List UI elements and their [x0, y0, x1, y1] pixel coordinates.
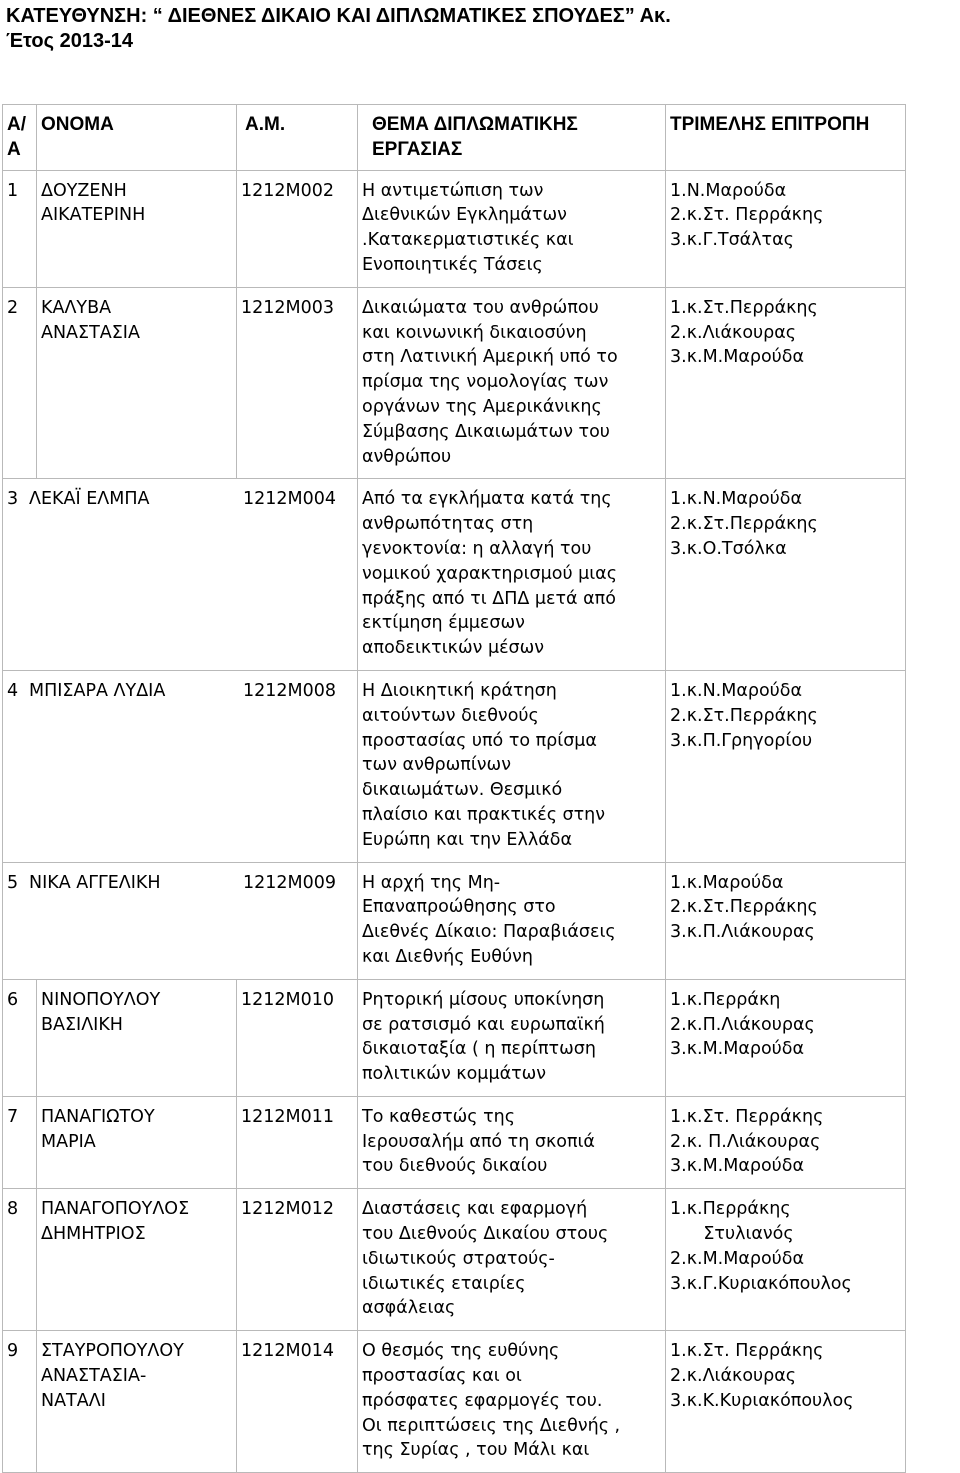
committee-members-line: 1.κ.Στ. Περράκης — [670, 1106, 824, 1127]
row-number: 1 — [3, 170, 37, 287]
student-name: ΝΙΚΑ ΑΓΓΕΛΙΚΗ — [29, 872, 161, 893]
thesis-topic-line: αποδεικτικών μέσων — [362, 638, 545, 659]
student-am: 1212Μ004 — [243, 489, 337, 510]
committee-members-line: 1.κ.Περράκης — [670, 1199, 791, 1220]
table-row — [3, 479, 906, 671]
committee-members-line: 3.κ.Μ.Μαρούδα — [670, 1039, 805, 1060]
thesis-topic-line: Από τα εγκλήματα κατά της — [362, 489, 612, 510]
page-title-line-2: Έτος 2013-14 — [6, 30, 134, 52]
thesis-topic-line: .Κατακερματιστικές και — [362, 230, 574, 251]
thesis-topic-line: Διεθνικών Εγκλημάτων — [362, 205, 567, 226]
thesis-topic-line: της Συρίας , του Μάλι και — [362, 1440, 590, 1461]
thesis-topic-line: Διεθνές Δίκαιο: Παραβιάσεις — [362, 922, 616, 943]
committee-members — [666, 1189, 906, 1331]
student-name-line: ΠΑΝΑΓΟΠΟΥΛΟΣ — [41, 1199, 190, 1220]
thesis-topic-line: Ευρώπη και την Ελλάδα — [362, 829, 572, 850]
row-number: 3 — [7, 489, 19, 510]
committee-members-line: 2.κ.Μ.Μαρούδα — [670, 1248, 805, 1269]
committee-members-line: 3.κ.Γ.Κυριακόπουλος — [670, 1273, 852, 1294]
thesis-topic-line: του Διεθνούς Δικαίου στους — [362, 1224, 609, 1245]
student-name-line: ΣΤΑΥΡΟΠΟΥΛΟΥ — [41, 1341, 184, 1362]
student-am: 1212Μ008 — [243, 680, 337, 701]
thesis-topic-line: ανθρωπότητας στη — [362, 514, 534, 535]
thesis-topic-line: πρόσφατες εφαρμογές του. — [362, 1390, 603, 1411]
committee-members-line: 2.κ.Στ. Περράκης — [670, 205, 824, 226]
thesis-topic-line: στη Λατινική Αμερική υπό το — [362, 347, 618, 368]
student-am: 1212Μ002 — [237, 170, 358, 287]
committee-members-line: 1.κ.Στ.Περράκης — [670, 297, 818, 318]
thesis-topic-line: προστασίας υπό το πρίσμα — [362, 730, 597, 751]
student-name-line: ΜΑΡΙΑ — [41, 1131, 96, 1152]
thesis-topic — [358, 479, 666, 671]
thesis-topic — [358, 1189, 666, 1331]
student-am: 1212Μ003 — [237, 287, 358, 479]
thesis-table — [2, 104, 906, 1473]
thesis-topic-line: Ο θεσμός της ευθύνης — [362, 1341, 560, 1362]
committee-members-line: 1.κ.Ν.Μαρούδα — [670, 680, 803, 701]
student-name: ΛΕΚΑΪ ΕΛΜΠΑ — [29, 489, 150, 510]
thesis-topic — [358, 287, 666, 479]
student-name-line: ΑΝΑΣΤΑΣΙΑ- — [41, 1366, 147, 1387]
student-name — [37, 1189, 237, 1331]
thesis-topic-line: πράξης από τι ΔΠΔ μετά από — [362, 588, 616, 609]
thesis-topic-line: Ρητορική μίσους υποκίνηση — [362, 989, 605, 1010]
student-name-line: ΒΑΣΙΛΙΚΗ — [41, 1014, 123, 1035]
thesis-topic-line: δικαιωμάτων. Θεσμικό — [362, 780, 563, 801]
thesis-topic-line: ασφάλειας — [362, 1298, 456, 1319]
table-row — [3, 170, 906, 287]
thesis-topic-line: σε ρατσισμό και ευρωπαϊκή — [362, 1014, 605, 1035]
committee-members-line: 3.κ.Γ.Τσάλτας — [670, 230, 794, 251]
table-row — [3, 1331, 906, 1473]
table-row — [3, 1189, 906, 1331]
committee-members — [666, 1331, 906, 1473]
thesis-topic — [358, 862, 666, 979]
thesis-topic — [358, 979, 666, 1096]
thesis-topic-line: ιδιωτικές εταιρίες — [362, 1273, 526, 1294]
table-row — [3, 979, 906, 1096]
thesis-topic-line: γενοκτονία: η αλλαγή του — [362, 538, 592, 559]
thesis-topic-line: Επαναπροώθησης στο — [362, 897, 556, 918]
thesis-topic-line: Η αρχή της Μη- — [362, 872, 501, 893]
thesis-topic-line: Σύμβασης Δικαιωμάτων του — [362, 421, 610, 442]
row-number: 7 — [3, 1096, 37, 1188]
committee-members-line: 1.κ.Μαρούδα — [670, 872, 784, 893]
thesis-topic-line: πλαίσιο και πρακτικές στην — [362, 804, 606, 825]
committee-members — [666, 979, 906, 1096]
column-header-topic: ΘΕΜΑ ΔΙΠΛΩΜΑΤΙΚΗΣ ΕΡΓΑΣΙΑΣ — [358, 105, 666, 171]
student-name-line: ΝΑΤΑΛΙ — [41, 1390, 106, 1411]
row-id-cell — [3, 479, 358, 671]
page-title-line-1: ΚΑΤΕΥΘΥΝΣΗ: “ ΔΙΕΘΝΕΣ ΔΙΚΑΙΟ ΚΑΙ ΔΙΠΛΩΜΑΤΙΚΕΣ ΣΠΟΥΔΕΣ” Ακ. — [6, 5, 671, 27]
student-name — [37, 979, 237, 1096]
thesis-topic — [358, 1096, 666, 1188]
committee-members — [666, 287, 906, 479]
row-number: 5 — [7, 872, 19, 893]
student-am: 1212Μ011 — [237, 1096, 358, 1188]
thesis-topic-line: Ιερουσαλήμ από τη σκοπιά — [362, 1131, 595, 1152]
student-name — [37, 1331, 237, 1473]
thesis-topic-line: πολιτικών κομμάτων — [362, 1064, 547, 1085]
student-am: 1212Μ012 — [237, 1189, 358, 1331]
thesis-topic — [358, 670, 666, 862]
committee-members-line: 2.κ.Στ.Περράκης — [670, 897, 818, 918]
table-body — [3, 170, 906, 1473]
row-id-cell — [3, 862, 358, 979]
thesis-topic-line: και Διεθνής Ευθύνη — [362, 946, 533, 967]
thesis-topic-line: εκτίμηση έμμεσων — [362, 613, 525, 634]
thesis-topic-line: προστασίας και οι — [362, 1366, 522, 1387]
committee-members-line: 3.κ.Π.Γρηγορίου — [670, 730, 813, 751]
row-number: 4 — [7, 680, 19, 701]
row-number: 6 — [3, 979, 37, 1096]
student-name-line: ΔΗΜΗΤΡΙΟΣ — [41, 1224, 146, 1245]
student-name-line: ΑΙΚΑΤΕΡΙΝΗ — [41, 205, 146, 226]
committee-members — [666, 170, 906, 287]
thesis-topic — [358, 170, 666, 287]
committee-members-line: 3.κ.Ο.Τσόλκα — [670, 538, 787, 559]
student-name-line: ΔΟΥΖΕΝΗ — [41, 180, 127, 201]
thesis-topic-line: των ανθρωπίνων — [362, 755, 511, 776]
student-name-line: ΚΑΛΥΒΑ — [41, 297, 112, 318]
committee-members — [666, 862, 906, 979]
student-am: 1212Μ010 — [237, 979, 358, 1096]
student-name — [37, 287, 237, 479]
thesis-topic — [358, 1331, 666, 1473]
table-row — [3, 862, 906, 979]
thesis-topic-line: και κοινωνική δικαιοσύνη — [362, 322, 587, 343]
committee-members-line: 3.κ.Κ.Κυριακόπουλος — [670, 1390, 854, 1411]
committee-members-line: 1.κ.Στ. Περράκης — [670, 1341, 824, 1362]
thesis-topic-line: Η αντιμετώπιση των — [362, 180, 544, 201]
student-name-line: ΑΝΑΣΤΑΣΙΑ — [41, 322, 140, 343]
row-number: 9 — [3, 1331, 37, 1473]
committee-members-line: 1.κ.Περράκη — [670, 989, 781, 1010]
thesis-topic-line: ανθρώπου — [362, 446, 452, 467]
committee-members-line: 2.κ.Λιάκουρας — [670, 1366, 797, 1387]
thesis-topic-line: του διεθνούς δικαίου — [362, 1156, 548, 1177]
thesis-topic-line: Διαστάσεις και εφαρμογή — [362, 1199, 588, 1220]
table-header-row — [3, 105, 906, 171]
committee-members — [666, 479, 906, 671]
thesis-topic-line: οργάνων της Αμερικάνικης — [362, 396, 602, 417]
thesis-topic-line: Οι περιπτώσεις της Διεθνής , — [362, 1415, 621, 1436]
thesis-topic-line: αιτούντων διεθνούς — [362, 705, 539, 726]
committee-members-line: 1.κ.Ν.Μαρούδα — [670, 489, 803, 510]
column-header-am: Α.Μ. — [237, 105, 358, 171]
committee-members-line: 2.κ.Λιάκουρας — [670, 322, 797, 343]
row-id-cell — [3, 670, 358, 862]
committee-members-line: 2.κ. Π.Λιάκουρας — [670, 1131, 821, 1152]
thesis-topic-line: Ενοποιητικές Τάσεις — [362, 254, 543, 275]
committee-members-line: 1.Ν.Μαρούδα — [670, 180, 787, 201]
committee-members-line: Στυλιανός — [670, 1224, 794, 1245]
committee-members-line: 2.κ.Στ.Περράκης — [670, 705, 818, 726]
thesis-topic-line: Δικαιώματα του ανθρώπου — [362, 297, 599, 318]
table-row — [3, 1096, 906, 1188]
committee-members — [666, 1096, 906, 1188]
thesis-topic-line: ιδιωτικούς στρατούς- — [362, 1248, 555, 1269]
student-name: ΜΠΙΣΑΡΑ ΛΥΔΙΑ — [29, 680, 166, 701]
column-header-no: Α/ Α — [3, 105, 37, 171]
student-am: 1212Μ009 — [243, 872, 337, 893]
page-title — [6, 4, 946, 54]
column-header-committee: ΤΡΙΜΕΛΗΣ ΕΠΙΤΡΟΠΗ — [666, 105, 906, 171]
thesis-topic-line: Το καθεστώς της — [362, 1106, 515, 1127]
student-name — [37, 1096, 237, 1188]
committee-members-line: 3.κ.Μ.Μαρούδα — [670, 1156, 805, 1177]
committee-members-line: 3.κ.Μ.Μαρούδα — [670, 347, 805, 368]
student-name-line: ΝΙΝΟΠΟΥΛΟΥ — [41, 989, 161, 1010]
committee-members-line: 2.κ.Π.Λιάκουρας — [670, 1014, 815, 1035]
committee-members-line: 3.κ.Π.Λιάκουρας — [670, 922, 815, 943]
row-number: 8 — [3, 1189, 37, 1331]
table-row — [3, 670, 906, 862]
student-am: 1212Μ014 — [237, 1331, 358, 1473]
table-row — [3, 287, 906, 479]
row-number: 2 — [3, 287, 37, 479]
committee-members — [666, 670, 906, 862]
thesis-topic-line: νομικού χαρακτηρισμού μιας — [362, 563, 617, 584]
thesis-topic-line: πρίσμα της νομολογίας των — [362, 372, 609, 393]
column-header-name: ΟΝΟΜΑ — [37, 105, 237, 171]
student-name-line: ΠΑΝΑΓΙΩΤΟΥ — [41, 1106, 155, 1127]
committee-members-line: 2.κ.Στ.Περράκης — [670, 514, 818, 535]
student-name — [37, 170, 237, 287]
thesis-topic-line: δικαιοταξία ( η περίπτωση — [362, 1039, 596, 1060]
thesis-topic-line: Η Διοικητική κράτηση — [362, 680, 557, 701]
